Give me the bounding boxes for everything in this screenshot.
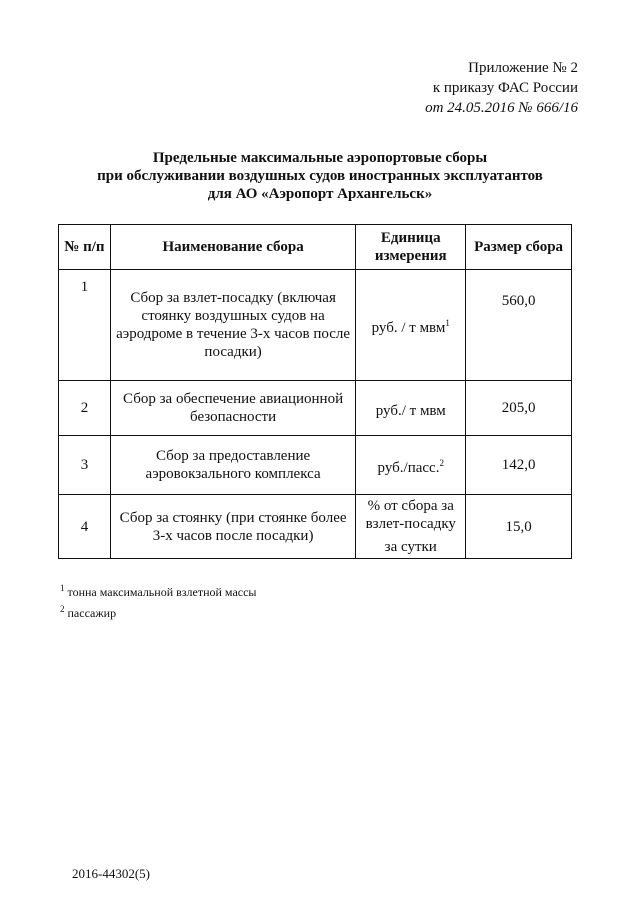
unit-text: руб. / т мвм [371,319,446,336]
annex-date-number: от 24.05.2016 № 666/16 [425,100,578,116]
document-title [60,149,580,203]
footnote-1 [60,580,256,601]
header-name: Наименование сбора [110,225,355,270]
row-fee-size: 142,0 [466,436,572,495]
row-fee-name: Сбор за взлет-посадку (включая стоянку воздушных судов на аэродроме в течение 3-х часов после посадки) [110,270,355,381]
row-unit [356,436,466,495]
row-fee-name: Сбор за обеспечение авиационной безопасности [110,381,355,436]
footnote-mark: 1 [60,583,65,593]
fees-table [58,224,572,559]
document-number: 2016-44302(5) [72,866,150,881]
table-header-row [59,225,572,270]
row-fee-size: 560,0 [466,270,572,381]
row-unit [356,381,466,436]
table-row [59,495,572,559]
footnote-text: тонна максимальной взлетной массы [67,585,257,599]
footnote-mark: 2 [439,457,444,468]
row-fee-name: Сбор за стоянку (при стоянке более 3-х часов после посадки) [110,495,355,559]
row-fee-name: Сбор за предоставление аэровокзального комплекса [110,436,355,495]
row-num: 4 [59,495,111,559]
row-fee-size: 15,0 [466,495,572,559]
row-num: 3 [59,436,111,495]
annex-header [425,58,578,118]
row-unit [356,495,466,559]
unit-text: % от сбора за взлет-посадку за сутки [365,498,456,555]
annex-line-1: Приложение № 2 [468,60,578,76]
header-size: Размер сбора [466,225,572,270]
title-line-3: для АО «Аэропорт Архангельск» [207,186,433,202]
unit-text: руб./ т мвм [375,402,446,419]
row-num: 2 [59,381,111,436]
header-unit: Единица измерения [356,225,466,270]
header-num: № п/п [59,225,111,270]
table-row [59,436,572,495]
unit-text: руб./пасс. [377,459,440,476]
row-fee-size: 205,0 [466,381,572,436]
footnote-mark: 2 [60,604,65,614]
footnote-text: пассажир [67,606,117,620]
table-row [59,381,572,436]
title-line-1: Предельные максимальные аэропортовые сборы [152,150,488,166]
footnotes [60,580,256,622]
row-unit [356,270,466,381]
title-line-2: при обслуживании воздушных судов иностранных эксплуатантов [97,168,543,184]
table-row [59,270,572,381]
footnote-2 [60,601,256,622]
footnote-mark: 1 [445,317,450,328]
annex-line-2: к приказу ФАС России [432,80,578,96]
row-num: 1 [59,270,111,381]
